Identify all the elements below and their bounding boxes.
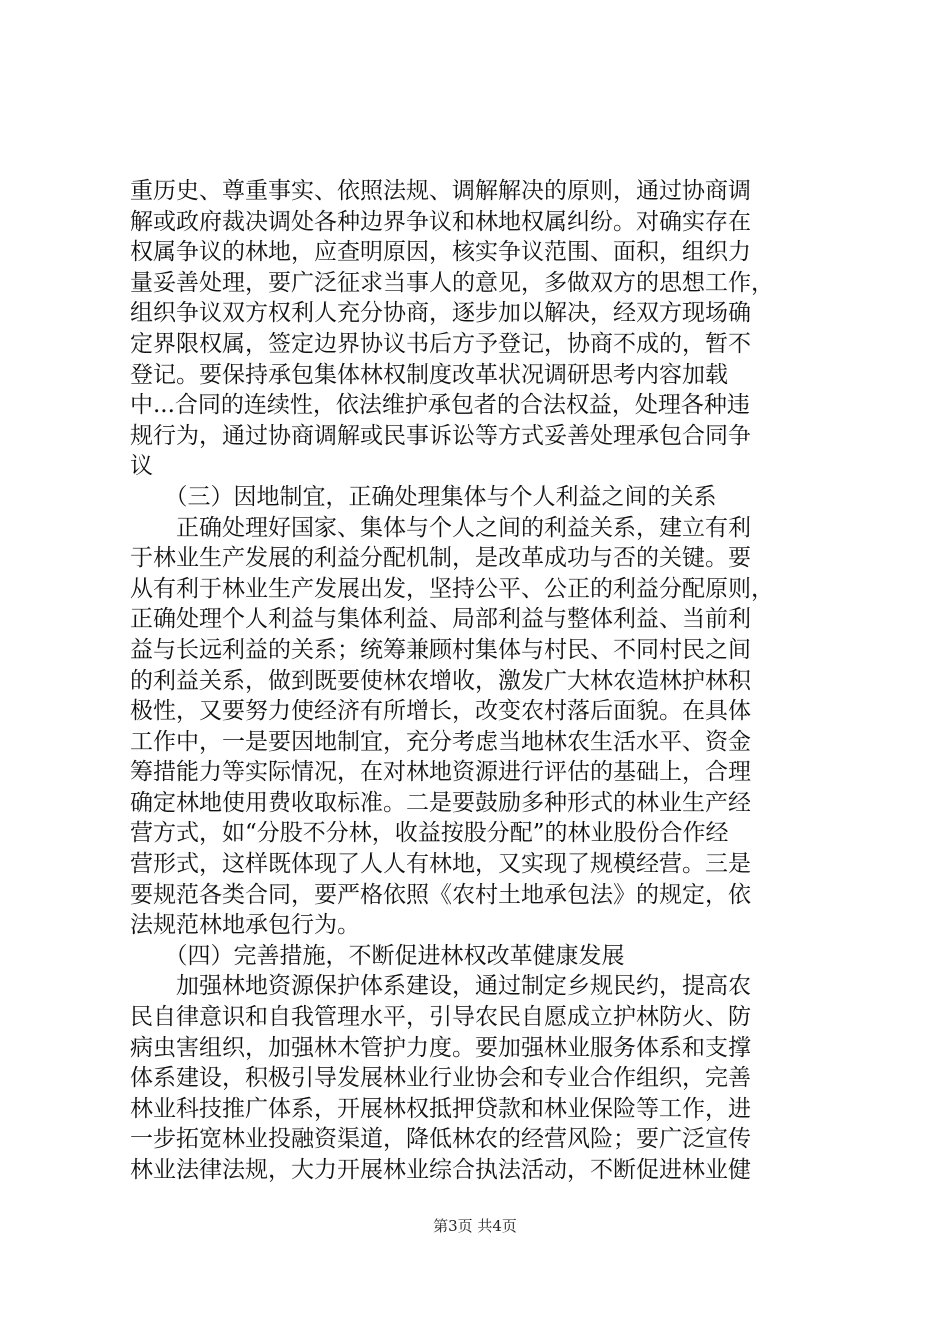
text-line: 林业科技推广体系，开展林权抵押贷款和林业保险等工作，进 — [130, 1095, 751, 1122]
text-line: 营形式，这样既体现了人人有林地，又实现了规模经营。三是 — [130, 851, 751, 878]
text-line: 筹措能力等实际情况，在对林地资源进行评估的基础上，合理 — [130, 759, 751, 786]
text-line: 解或政府裁决调处各种边界争议和林地权属纠纷。对确实存在 — [130, 208, 751, 235]
text-line: 正确处理个人利益与集体利益、局部利益与整体利益、当前利 — [130, 606, 751, 633]
text-line: 于林业生产发展的利益分配机制，是改革成功与否的关键。要 — [130, 545, 751, 572]
text-line: 一步拓宽林业投融资渠道，降低林农的经营风险；要广泛宣传 — [130, 1126, 751, 1153]
text-line: 极性，又要努力使经济有所增长，改变农村落后面貌。在具体 — [130, 698, 751, 725]
text-line: 重历史、尊重事实、依照法规、调解解决的原则，通过协商调 — [130, 178, 751, 204]
text-line: 中...合同的连续性，依法维护承包者的合法权益，处理各种违 — [130, 392, 750, 419]
text-line: 体系建设，积极引导发展林业行业协会和专业合作组织，完善 — [130, 1065, 751, 1092]
text-line: 正确处理好国家、集体与个人之间的利益关系，建立有利 — [130, 514, 751, 541]
text-line: 权属争议的林地，应查明原因，核实争议范围、面积，组织力 — [130, 239, 751, 266]
text-line: 量妥善处理，要广泛征求当事人的意见，多做双方的思想工作， — [130, 269, 774, 296]
text-line: 林业法律法规，大力开展林业综合执法活动，不断促进林业健 — [130, 1157, 751, 1183]
text-line: 从有利于林业生产发展出发，坚持公平、公正的利益分配原则， — [130, 575, 774, 602]
text-line: 确定林地使用费收取标准。二是要鼓励多种形式的林业生产经 — [130, 789, 751, 816]
text-line: （四）完善措施，不断促进林权改革健康发展 — [130, 942, 625, 969]
text-line: 加强林地资源保护体系建设，通过制定乡规民约，提高农 — [130, 973, 751, 1000]
text-line: 法规范林地承包行为。 — [130, 912, 360, 939]
text-line: 民自律意识和自我管理水平，引导农民自愿成立护林防火、防 — [130, 1004, 751, 1031]
text-line: 要规范各类合同，要严格依照《农村土地承包法》的规定，依 — [130, 881, 751, 908]
text-line: 益与长远利益的关系；统筹兼顾村集体与村民、不同村民之间 — [130, 636, 751, 663]
text-line: 的利益关系，做到既要使林农增收，激发广大林农造林护林积 — [130, 667, 751, 694]
text-line: 登记。要保持承包集体林权制度改革状况调研思考内容加载 — [130, 361, 728, 388]
body-text — [130, 176, 830, 1186]
text-line: （三）因地制宜，正确处理集体与个人利益之间的关系 — [130, 483, 717, 510]
text-line: 组织争议双方权利人充分协商，逐步加以解决，经双方现场确 — [130, 300, 751, 327]
text-line: 议 — [130, 453, 153, 480]
text-line: 规行为，通过协商调解或民事诉讼等方式妥善处理承包合同争 — [130, 422, 751, 449]
text-line: 工作中，一是要因地制宜，充分考虑当地林农生活水平、资金 — [130, 728, 751, 755]
text-line: 定界限权属，签定边界协议书后方予登记，协商不成的，暂不 — [130, 330, 751, 357]
text-line: 营方式，如“分股不分林，收益按股分配”的林业股份合作经 — [130, 820, 729, 847]
page-footer: 第3页 共4页 — [433, 1217, 517, 1235]
text-line: 病虫害组织，加强林木管护力度。要加强林业服务体系和支撑 — [130, 1034, 751, 1061]
